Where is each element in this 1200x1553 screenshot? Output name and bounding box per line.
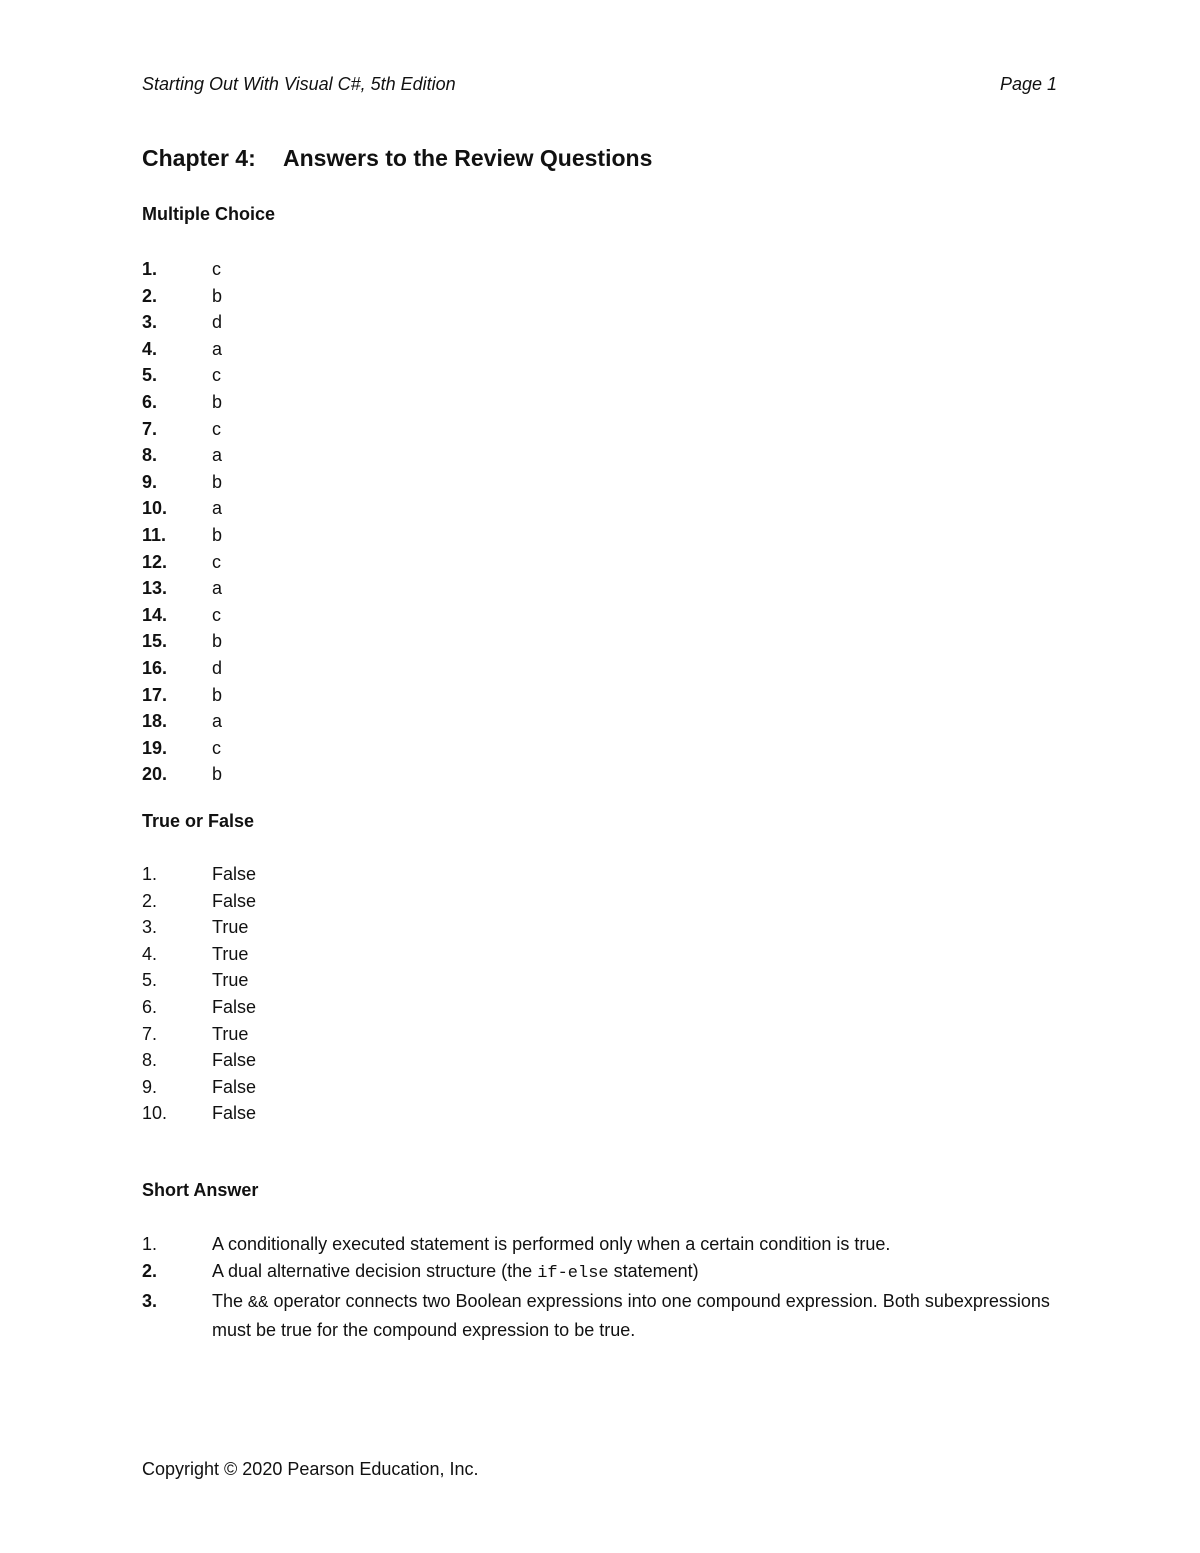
answer-item — [142, 602, 222, 629]
answer-item — [142, 1021, 256, 1048]
item-answer: True — [212, 970, 249, 991]
item-number: 12. — [142, 551, 168, 572]
answer-item — [142, 888, 256, 915]
item-number: 6. — [142, 391, 158, 412]
item-answer: a — [212, 578, 223, 599]
item-number: 2. — [142, 285, 158, 306]
item-number: 6. — [142, 996, 158, 1017]
item-number: 14. — [142, 604, 168, 625]
item-answer: False — [212, 864, 257, 884]
chapter-title-text: Answers to the Review Questions — [283, 145, 653, 171]
answer-item — [142, 469, 222, 496]
item-text-before: The — [212, 1290, 249, 1311]
copyright-footer: Copyright © 2020 Pearson Education, Inc. — [142, 1459, 479, 1479]
answer-item — [142, 1074, 256, 1101]
item-answer: False — [212, 1103, 257, 1124]
item-number: 8. — [142, 445, 158, 466]
item-answer: c — [212, 737, 221, 758]
book-title: Starting Out With Visual C#, 5th Edition — [142, 74, 456, 94]
item-number: 13. — [142, 578, 168, 599]
item-answer: b — [212, 391, 223, 412]
item-answer: True — [212, 1023, 249, 1044]
item-answer: a — [212, 498, 223, 519]
answer-item — [142, 256, 222, 283]
item-answer: c — [212, 604, 221, 625]
chapter-title — [142, 145, 652, 172]
item-text-after: statement) — [608, 1260, 699, 1281]
item-number: 20. — [142, 764, 168, 785]
item-answer: c — [212, 551, 221, 572]
item-answer: False — [212, 890, 257, 911]
answer-item — [142, 362, 222, 389]
answer-item — [142, 761, 222, 788]
item-answer: a — [212, 711, 223, 732]
item-answer: d — [212, 657, 223, 678]
item-number: 11. — [142, 524, 167, 545]
answer-item — [142, 708, 222, 735]
answer-item — [142, 861, 256, 888]
item-number: 2. — [142, 890, 158, 911]
chapter-label: Chapter 4: — [142, 145, 256, 171]
item-answer: b — [212, 631, 223, 652]
multiple-choice-list — [142, 256, 222, 788]
item-number: 7. — [142, 1023, 158, 1044]
answer-item — [142, 655, 222, 682]
item-number: 8. — [142, 1050, 158, 1071]
item-number: 16. — [142, 657, 168, 678]
item-number: 3. — [142, 1290, 158, 1311]
answer-item — [142, 628, 222, 655]
code-snippet: && — [248, 1293, 269, 1313]
answer-item — [142, 389, 222, 416]
item-answer: a — [212, 445, 223, 466]
short-answer-heading: Short Answer — [142, 1180, 259, 1200]
item-number: 15. — [142, 631, 168, 652]
answer-item — [142, 735, 222, 762]
item-number: 7. — [142, 418, 158, 439]
short-answer-item — [142, 1231, 1062, 1258]
item-answer: b — [212, 285, 223, 306]
item-answer: False — [212, 1076, 257, 1097]
item-answer: True — [212, 917, 249, 938]
true-false-heading: True or False — [142, 811, 255, 831]
short-answer-item — [142, 1258, 1062, 1288]
item-answer: c — [212, 259, 221, 279]
item-answer: c — [212, 365, 221, 386]
item-answer: b — [212, 684, 223, 705]
item-answer: a — [212, 338, 223, 359]
item-answer: c — [212, 418, 221, 439]
item-number: 4. — [142, 338, 158, 359]
true-false-list — [142, 861, 256, 1127]
item-answer: b — [212, 524, 223, 545]
code-snippet: if-else — [537, 1263, 609, 1283]
answer-item — [142, 416, 222, 443]
item-number: 5. — [142, 365, 158, 386]
item-number: 1. — [142, 259, 158, 279]
answer-item — [142, 682, 222, 709]
item-number: 1. — [142, 864, 158, 884]
multiple-choice-heading: Multiple Choice — [142, 204, 276, 224]
short-answer-list — [142, 1231, 1062, 1344]
item-number: 5. — [142, 970, 158, 991]
item-text-before: A dual alternative decision structure (the — [212, 1260, 538, 1281]
item-number: 10. — [142, 498, 168, 519]
answer-item — [142, 442, 222, 469]
item-number: 3. — [142, 917, 158, 938]
answer-item — [142, 941, 256, 968]
answer-item — [142, 549, 222, 576]
item-answer: False — [212, 1050, 257, 1071]
short-answer-item — [142, 1288, 1062, 1345]
item-answer: d — [212, 312, 223, 333]
answer-item — [142, 994, 256, 1021]
item-number: 9. — [142, 1076, 158, 1097]
item-number: 4. — [142, 943, 158, 964]
item-number: 1. — [142, 1234, 158, 1254]
item-number: 3. — [142, 312, 158, 333]
answer-item — [142, 309, 222, 336]
page-header — [142, 74, 1057, 98]
item-number: 18. — [142, 711, 168, 732]
answer-item — [142, 575, 222, 602]
item-number: 9. — [142, 471, 158, 492]
item-answer: False — [212, 996, 257, 1017]
answer-item — [142, 1047, 256, 1074]
answer-item — [142, 967, 256, 994]
item-number: 19. — [142, 737, 168, 758]
answer-item — [142, 1100, 256, 1127]
item-answer: b — [212, 764, 223, 785]
answer-item — [142, 522, 222, 549]
item-number: 10. — [142, 1103, 168, 1124]
answer-item — [142, 495, 222, 522]
item-number: 17. — [142, 684, 168, 705]
page-number: Page 1 — [999, 74, 1057, 94]
item-text: A conditionally executed statement is performed only when a certain condition is true. — [212, 1234, 891, 1254]
item-number: 2. — [142, 1260, 158, 1281]
answer-item — [142, 283, 222, 310]
item-answer: True — [212, 943, 249, 964]
answer-item — [142, 914, 256, 941]
answer-item — [142, 336, 222, 363]
item-text-after: operator connects two Boolean expressions into one compound expression. Both subexpressions must be true for the compound expression to be true. — [212, 1290, 1050, 1341]
item-answer: b — [212, 471, 223, 492]
